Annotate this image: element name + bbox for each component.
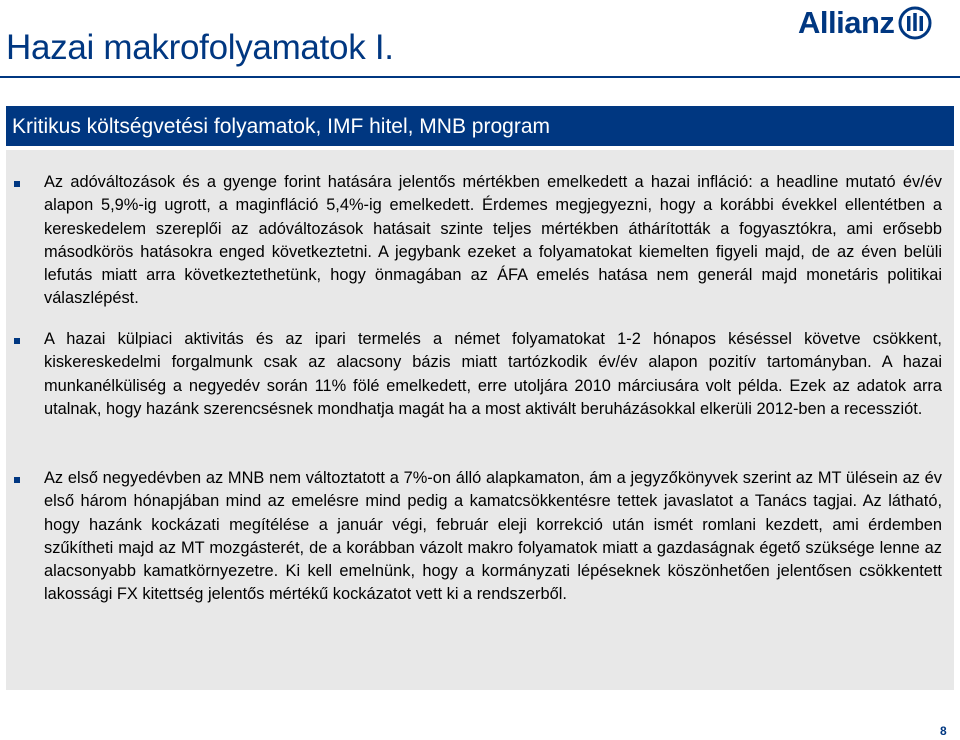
bullet-text: Az adóváltozások és a gyenge forint hatására jelentős mértékben emelkedett a hazai infláció: a headline mutató év/év alapon 5,9%-ig ugrott, a maginfláció 5,4%-ig emelkedett. Érdemes megjegyezni, hogy a korábbi évekkel ellentétben a kereskedelem szereplői az adóváltozások hatásait szinte teljes mértékben áthárították a fogyasztókra, ami erősebb másodkörös hatásokra enged következtetni. A jegybank ezeket a folyamatokat kiemelten figyeli majd, de az éven belüli lefutás miatt arra következtethetünk, hogy önmagában az ÁFA emelés hatása nem generál majd monetáris politikai válaszlépést. <box>44 173 942 308</box>
bullet-marker <box>14 338 20 344</box>
section-heading: Kritikus költségvetési folyamatok, IMF hitel, MNB program <box>12 115 551 138</box>
bullet-text: Az első negyedévben az MNB nem változtatott a 7%-on álló alapkamaton, ám a jegyzőkönyvek szerint az MT ülésein az év első három hónapjában mind az emelésre mind pedig a kamatcsökkentésre tettek javaslatot a Tanács tagjai. Az látható, hogy hazánk kockázati megítélése a január végi, február eleji korrekció után ismét romlani kezdett, ami érdemben szűkítheti majd az MT mozgásterét, de a korábban vázolt makro folyamatok miatt a gazdaságnak égető szüksége lenne az alacsonyabb kamatkörnyezetre. Ki kell emelnünk, hogy a kormányzati lépéseknek köszönhetően jelentősen csökkentett lakossági FX kitettség jelentős mértékű kockázatot vett ki a rendszerből. <box>44 469 942 604</box>
allianz-eagle-icon <box>898 6 932 40</box>
section-banner <box>6 106 954 146</box>
page-number: 8 <box>940 724 947 738</box>
page-title: Hazai makrofolyamatok I. <box>6 28 394 67</box>
bullet-marker <box>14 181 20 187</box>
title-divider <box>0 76 960 78</box>
bullet-marker <box>14 477 20 483</box>
content-panel <box>6 150 954 690</box>
bullet-text: A hazai külpiaci aktivitás és az ipari termelés a német folyamatokat 1-2 hónapos késéssel követve csökkent, kiskereskedelmi forgalmunk csak az alacsony bázis miatt tartózkodik év/év alapon pozitív tartományban. A hazai munkanélküliség a negyedév során 11% fölé emelkedett, erre utoljára 2010 márciusára volt példa. Ezek az adatok arra utalnak, hogy hazánk szerencsésnek mondhatja magát ha a most aktivált beruházásokkal elkerüli 2012-ben a recessziót. <box>44 330 942 418</box>
allianz-logo <box>798 4 954 42</box>
logo-text: Allianz <box>798 5 895 40</box>
